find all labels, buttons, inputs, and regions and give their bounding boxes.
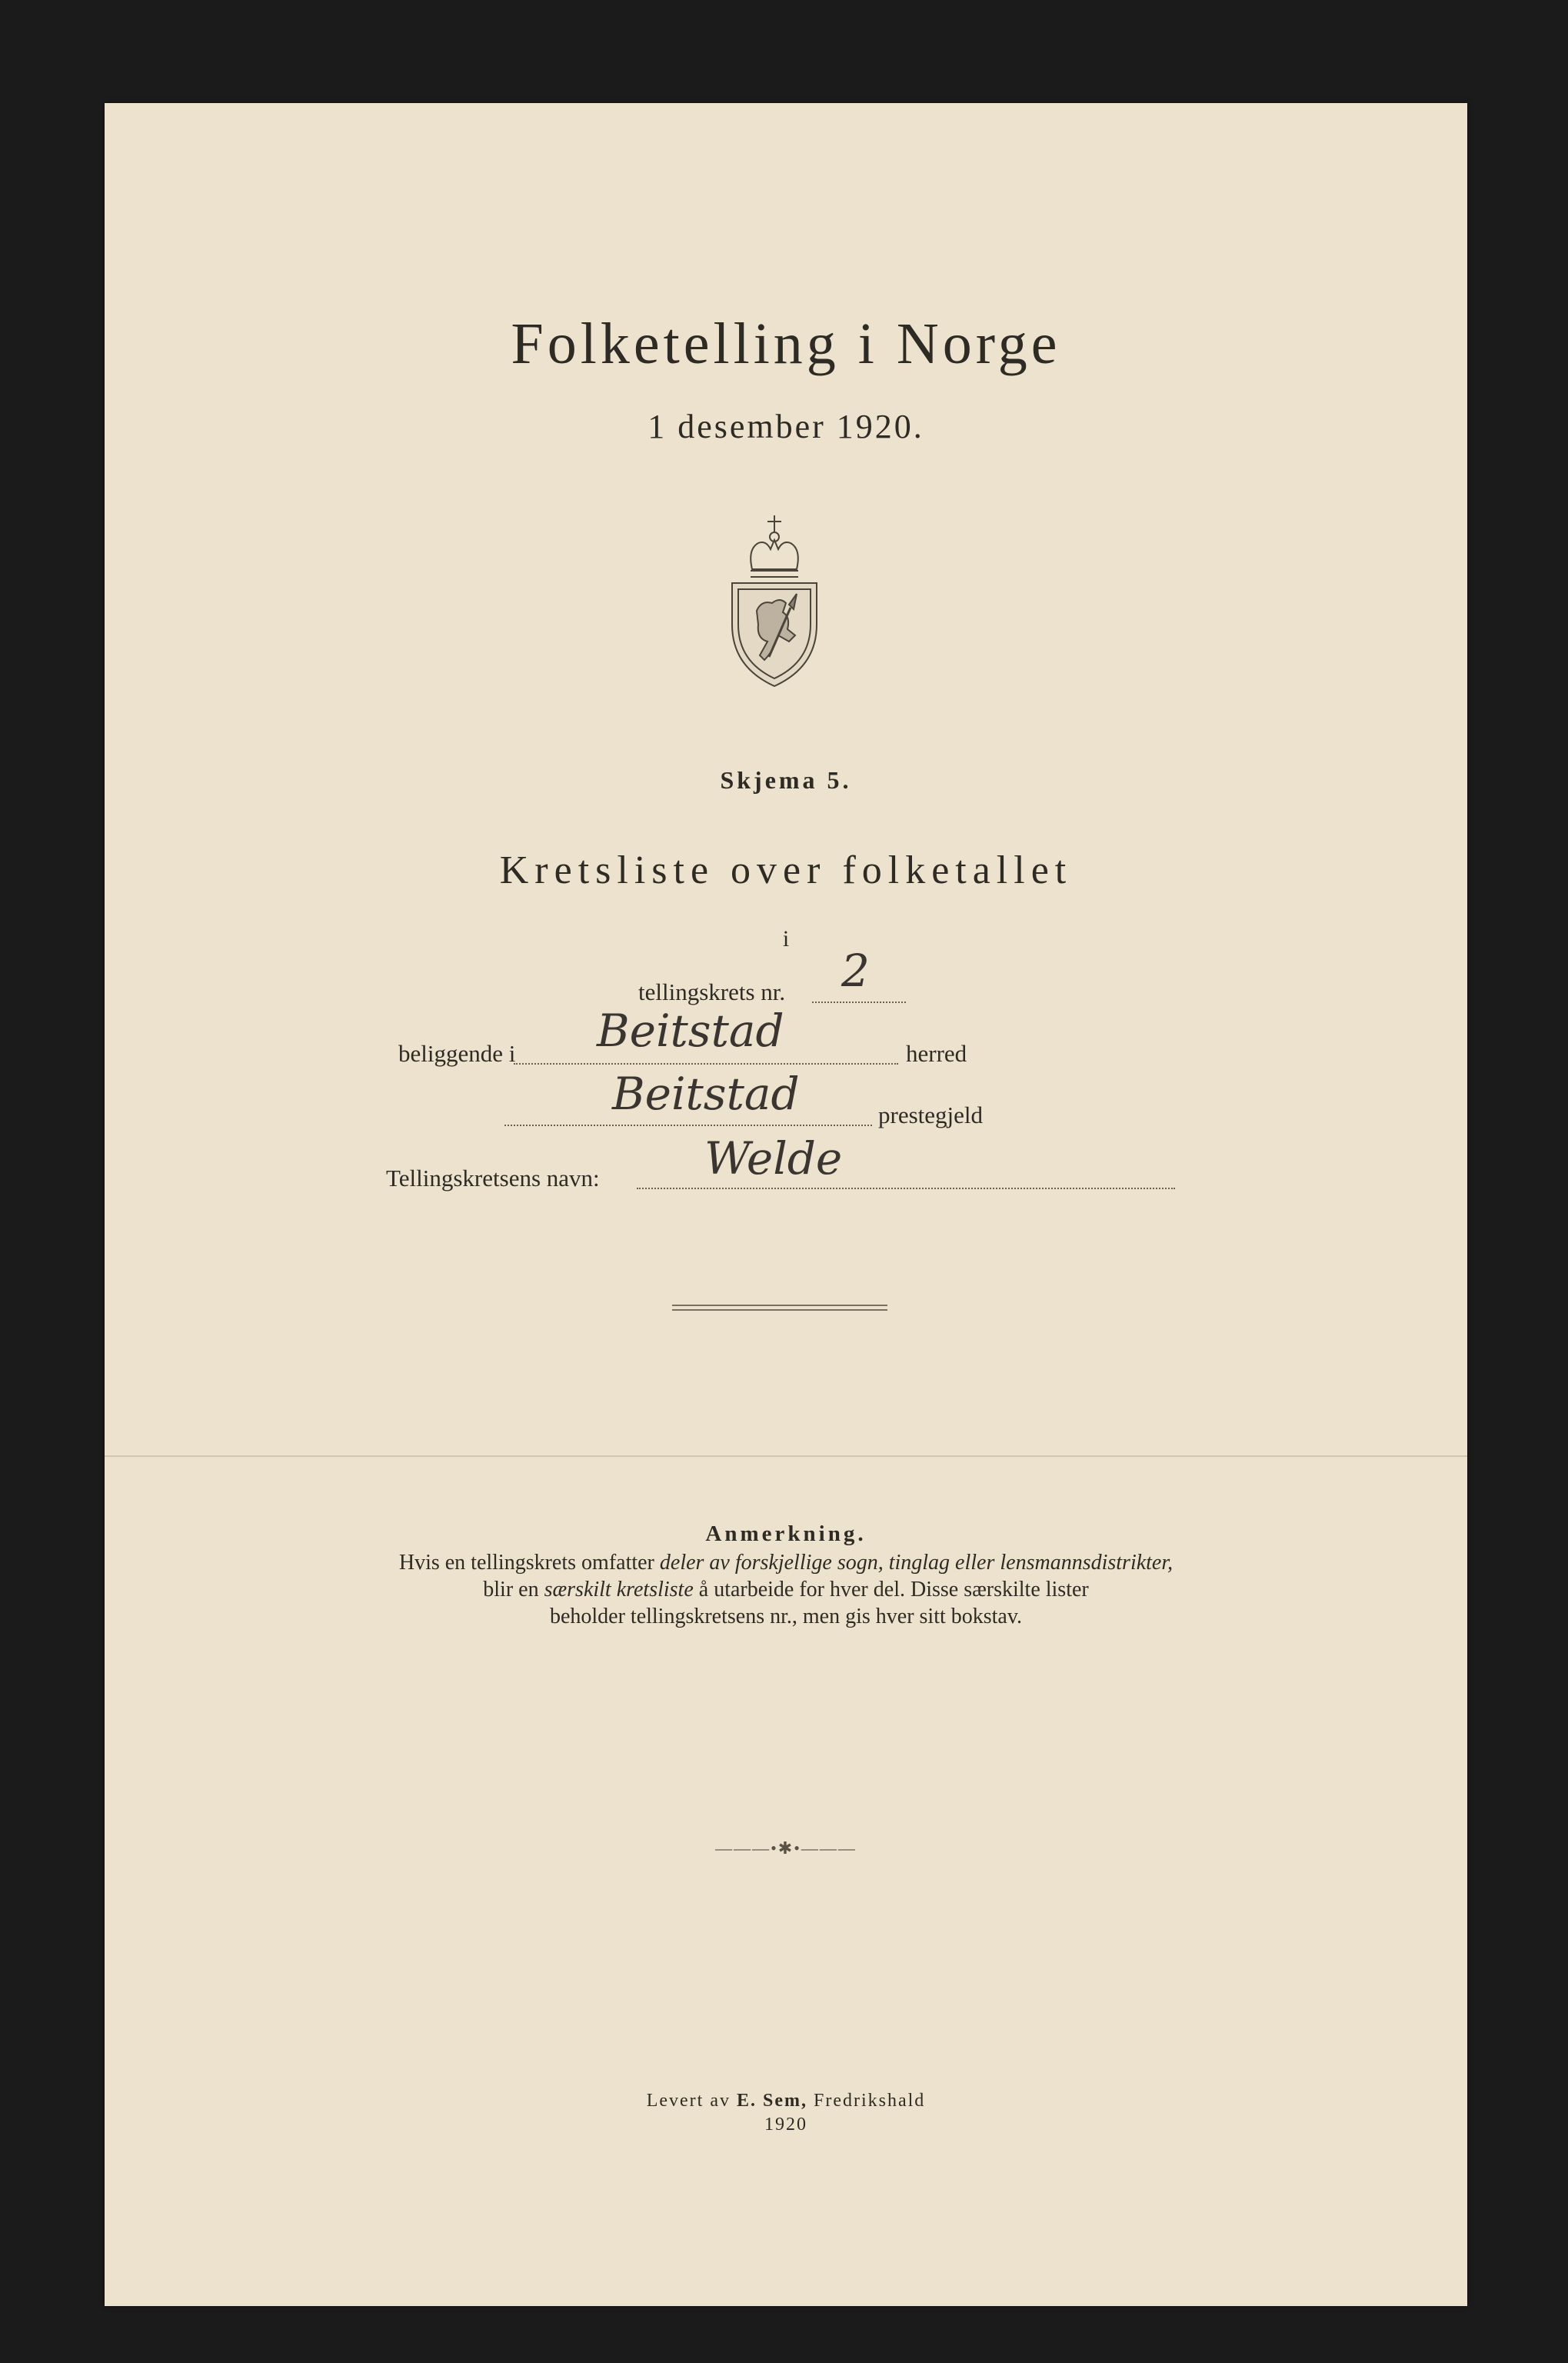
- note-line-1-italic: deler av forskjellige sogn, tinglag eller lensmannsdistrikter,: [659, 1551, 1174, 1575]
- ornament-divider: ———•✱•———: [715, 1838, 857, 1858]
- form-heading: Kretsliste over folketallet: [499, 848, 1073, 892]
- note-line-1-plain: Hvis en tellingskrets omfatter: [398, 1551, 660, 1575]
- note-line-2-rest: å utarbeide for hver del. Disse særskilte lister: [693, 1578, 1089, 1601]
- divider-line: [672, 1309, 887, 1311]
- krets-name-value: Welde: [704, 1132, 843, 1185]
- census-date: 1 desember 1920.: [648, 408, 924, 445]
- printer-year: 1920: [764, 2115, 807, 2135]
- printer-prefix: Levert av: [646, 2091, 737, 2111]
- divider-line: [672, 1305, 887, 1306]
- note-title: Anmerkning.: [705, 1521, 867, 1546]
- note-text: [105, 1549, 1467, 1630]
- herred-value: Beitstad: [597, 1005, 784, 1057]
- krets-name-line: [637, 1188, 1175, 1189]
- note-line-3: beholder tellingskretsens nr., men gis hver sitt bokstav.: [549, 1605, 1023, 1628]
- printer-line: [105, 2089, 1467, 2113]
- paper-fold: [105, 1455, 1467, 1457]
- printer-imprint: [105, 2089, 1467, 2137]
- schema-number: Skjema 5.: [720, 766, 852, 794]
- krets-label: tellingskrets nr.: [638, 978, 786, 1005]
- note-line-2-plain: blir en: [483, 1578, 544, 1601]
- note-line-2: [105, 1576, 1467, 1603]
- census-form-page: [105, 103, 1467, 2306]
- krets-number-value: 2: [841, 945, 870, 997]
- prestegjeld-label: prestegjeld: [878, 1102, 984, 1128]
- printer-place: Fredrikshald: [807, 2091, 926, 2111]
- prestegjeld-line: [504, 1125, 872, 1126]
- norwegian-coat-of-arms-icon: [724, 509, 824, 694]
- beliggende-label: beliggende i: [398, 1040, 516, 1067]
- krets-name-label: Tellingskretsens navn:: [386, 1165, 600, 1191]
- herred-label: herred: [906, 1040, 967, 1067]
- herred-line: [514, 1063, 898, 1065]
- krets-line: [812, 1002, 906, 1003]
- printer-name: E. Sem,: [736, 2091, 807, 2111]
- note-line-2-italic: særskilt kretsliste: [544, 1578, 694, 1601]
- note-line-1: [105, 1549, 1467, 1576]
- prestegjeld-value: Beitstad: [612, 1068, 800, 1120]
- page-title: Folketelling i Norge: [511, 312, 1061, 376]
- preposition-i: i: [782, 926, 790, 952]
